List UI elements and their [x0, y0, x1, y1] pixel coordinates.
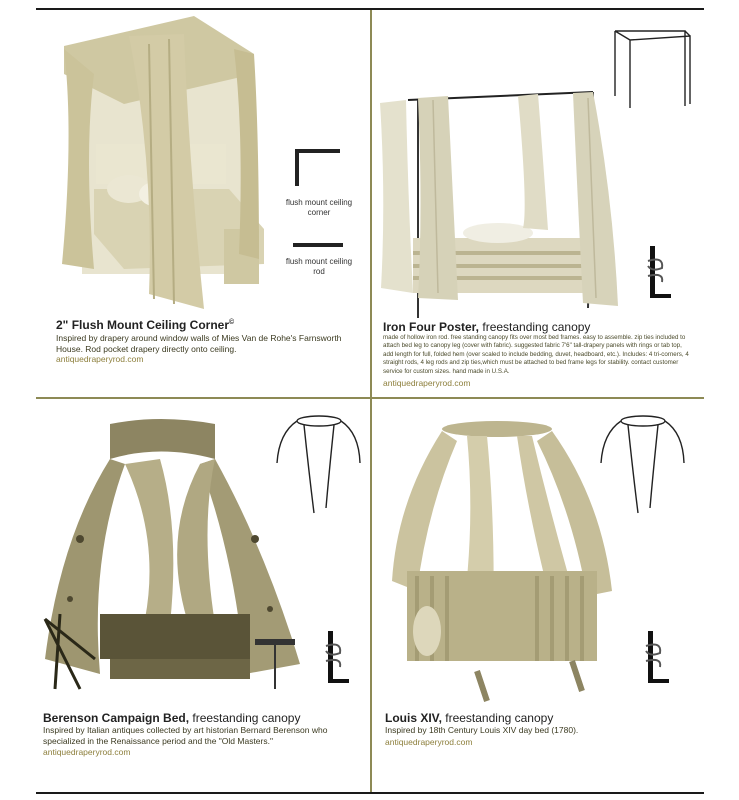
- panel-title: [56, 318, 234, 332]
- canopy-bed-illustration: [54, 14, 284, 304]
- panel-iron-four-poster: [372, 10, 704, 397]
- panel-title: [383, 320, 590, 334]
- panel-description: Inspired by Italian antiques collected by art historian Bernard Berenson who specialized in the Renaissance period and the "Old Masters.": [43, 725, 328, 746]
- title-text: Iron Four Poster,: [383, 320, 480, 334]
- panel-flush-mount: [36, 10, 370, 397]
- panel-description: made of hollow iron rod. free standing canopy fits over most bed frames. easy to assemble. zip ties included to attach bed leg to canopy leg (cover with fabric). suggested fabric 7'6" tall-drapery panels with rings or tab top, add length for full, folded hem (over scaled to include bedding, duvet, headboard, etc.). Includes: 4 tri-corners, 4 straight rods, 4 leg rods and zip ties,which must be attached to bed frame legs for stability. contact customer service for custom sizes. hand made in U.S.A.: [383, 334, 689, 375]
- title-subtitle: freestanding canopy: [192, 711, 301, 725]
- website-link[interactable]: antiquedraperyrod.com: [385, 737, 473, 747]
- panel-title: [43, 711, 300, 725]
- ceiling-corner-label: flush mount ceiling corner: [285, 198, 353, 217]
- website-link[interactable]: antiquedraperyrod.com: [43, 747, 131, 757]
- leg-hardware-icon: [640, 631, 670, 686]
- website-link[interactable]: antiquedraperyrod.com: [56, 354, 144, 364]
- title-subtitle: freestanding canopy: [445, 711, 554, 725]
- title-subtitle: freestanding canopy: [482, 320, 591, 334]
- berenson-bed-illustration: [40, 419, 320, 704]
- website-link[interactable]: antiquedraperyrod.com: [383, 378, 471, 388]
- panel-berenson: [36, 399, 370, 792]
- louis-xiv-bed-illustration: [387, 421, 622, 706]
- iron-four-poster-bed-illustration: [378, 88, 628, 318]
- panel-title: [385, 711, 553, 725]
- title-text: Louis XIV,: [385, 711, 442, 725]
- title-text: 2" Flush Mount Ceiling Corner: [56, 318, 230, 332]
- leg-hardware-icon: [642, 246, 672, 301]
- ceiling-corner-icon: [294, 148, 344, 188]
- ceiling-rod-icon: [293, 242, 345, 250]
- copyright-mark: ©: [229, 319, 235, 326]
- panel-description: Inspired by 18th Century Louis XIV day bed (1780).: [385, 725, 579, 735]
- leg-hardware-icon: [320, 631, 350, 686]
- panel-description: Inspired by drapery around window walls of Mies Van de Rohe's Farnsworth House. Rod pocket drapery directly onto ceiling.: [56, 333, 342, 354]
- bottom-border: [36, 792, 704, 794]
- ceiling-rod-label: flush mount ceiling rod: [285, 257, 353, 276]
- title-text: Berenson Campaign Bed,: [43, 711, 190, 725]
- panel-louis-xiv: [372, 399, 704, 792]
